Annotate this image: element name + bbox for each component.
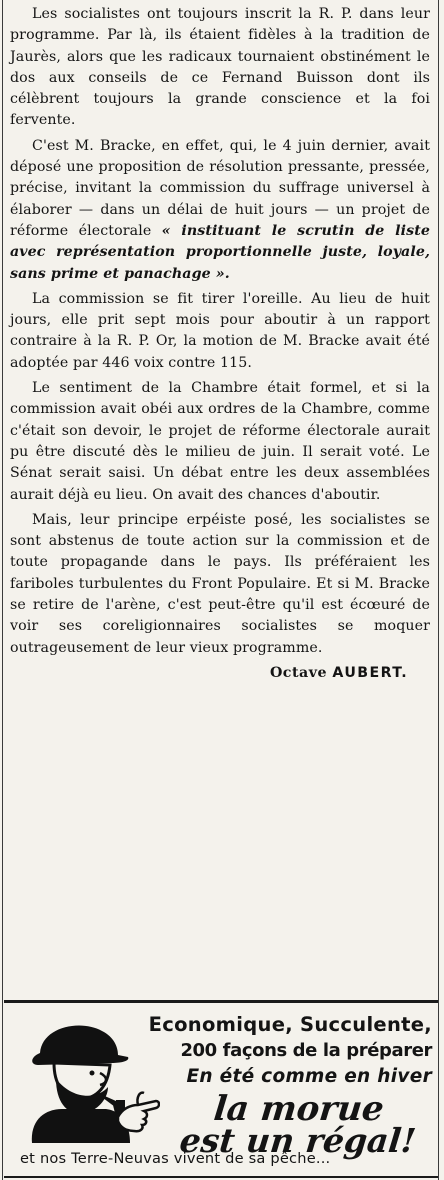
fisherman-with-pipe-icon [10,1013,160,1143]
paragraph-text: Mais, leur principe erpéiste posé, les socialistes se sont abstenus de toute action sur la commission et de toute propagande dans le pays. Ils préféraient les fariboles turbulentes du Front Populaire. Et si M. Bracke se retire de l'arène, c'est peut-être qu'il est écœuré de voir ses coreligionnaires socialistes se moquer outrageusement de leur vieux programme. [10,511,430,656]
paragraph-text: La commission se fit tirer l'oreille. Au lieu de huit jours, elle prit sept mois pour aboutir à un rapport contraire à la R. P. Or, la motion de M. Bracke avait été adoptée par 446 voix contre 115. [10,290,430,371]
column-rule-left [2,0,3,1180]
paragraph-quote: « instituant le scrutin de liste avec représentation proportionnelle juste, loyale, sans prime et panachage ». [10,222,430,282]
article-body [10,4,430,684]
ad-divider-top [4,1000,438,1003]
paragraph-text: Les socialistes ont toujours inscrit la R. P. dans leur programme. Par là, ils étaient fidèles à la tradition de Jaurès, alors que les radicaux tournaient obstinément le dos aux conseils de ce Fernand Buisson dont ils célèbrent toujours la grande conscience et la foi fervente. [10,6,430,129]
paragraph-text: Le sentiment de la Chambre était formel, et si la commission avait obéi aux ordres de la Chambre, comme c'était son devoir, le projet de réforme électorale aurait pu être discuté dès le milieu de juin. Il serait voté. Le Sénat serait saisi. Un débat entre les deux assemblées aurait déjà eu lieu. On avait des chances d'aboutir. [10,380,430,503]
ad-footer: et nos Terre-Neuvas vivent de sa pêche... [20,1150,331,1167]
column-rule-right [438,0,439,1180]
author-signature [10,663,408,684]
article-paragraph [10,378,430,506]
author-surname: AUBERT. [332,664,408,681]
paragraph-text: C'est M. Bracke, en effet, qui, le 4 juin dernier, avait déposé une proposition de résolution pressante, pressée, précise, invitant la commission du suffrage universel à élaborer — dans un délai de huit jours — un projet de réforme électorale [10,137,430,239]
ad-headline: Economique, Succulente, [148,1013,432,1036]
cod-advertisement [4,1005,438,1175]
ad-tagline: En été comme en hiver [186,1066,432,1087]
article-paragraph [10,289,430,374]
ad-divider-bottom [4,1176,438,1178]
author-first-name: Octave [269,664,327,681]
ad-subheadline: 200 façons de la préparer [180,1040,432,1061]
article-paragraph [10,136,430,285]
article-paragraph [10,4,430,132]
ad-script-line-1: la morue [212,1089,387,1129]
article-paragraph [10,510,430,659]
ad-script-line-2: est un régal! [178,1121,419,1160]
